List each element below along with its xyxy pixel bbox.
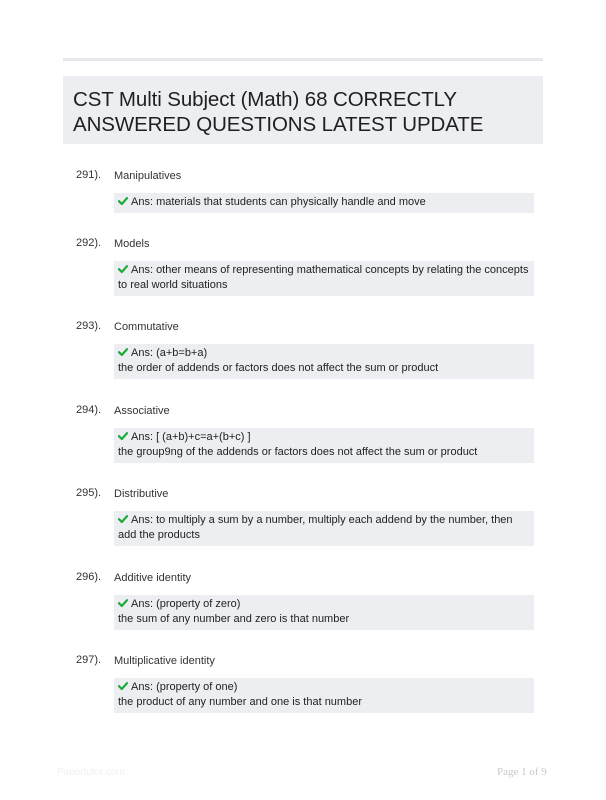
checkmark-icon xyxy=(118,347,128,357)
answer-text: Ans: to multiply a sum by a number, multiply each addend by the number, then add the products xyxy=(118,514,513,541)
footer-watermark: Papertutor.com xyxy=(57,767,125,778)
checkmark-icon xyxy=(118,431,128,441)
document-title: CST Multi Subject (Math) 68 CORRECTLY ANSWERED QUESTIONS LATEST UPDATE xyxy=(73,88,484,136)
answer-text: Ans: other means of representing mathematical concepts by relating the concepts to real world situations xyxy=(118,264,529,291)
answer-box xyxy=(114,428,534,463)
question-term: Associative xyxy=(114,405,170,417)
checkmark-icon xyxy=(118,514,128,524)
answer-explanation: the group9ng of the addends or factors does not affect the sum or product xyxy=(118,446,478,458)
answer-explanation: the order of addends or factors does not affect the sum or product xyxy=(118,362,439,374)
checkmark-icon xyxy=(118,196,128,206)
answer-text: Ans: materials that students can physically handle and move xyxy=(131,196,426,208)
question-number: 296). xyxy=(76,571,102,583)
question-number: 295). xyxy=(76,487,102,499)
answer-box xyxy=(114,261,534,296)
answer-explanation: the product of any number and one is that number xyxy=(118,696,362,708)
question-number: 293). xyxy=(76,320,102,332)
answer-text: Ans: (a+b=b+a) xyxy=(131,347,208,359)
answer-box xyxy=(114,678,534,713)
question-term: Manipulatives xyxy=(114,170,182,182)
question-term: Models xyxy=(114,238,150,250)
page-number: Page 1 of 9 xyxy=(497,766,547,778)
question-term: Multiplicative identity xyxy=(114,655,215,667)
answer-box xyxy=(114,344,534,379)
checkmark-icon xyxy=(118,598,128,608)
title-banner xyxy=(63,76,543,144)
answer-text: Ans: [ (a+b)+c=a+(b+c) ] xyxy=(131,431,251,443)
answer-text: Ans: (property of one) xyxy=(131,681,238,693)
question-term: Distributive xyxy=(114,488,169,500)
question-number: 291). xyxy=(76,169,102,181)
question-term: Commutative xyxy=(114,321,179,333)
answer-box xyxy=(114,511,534,546)
question-number: 292). xyxy=(76,237,102,249)
top-divider xyxy=(63,58,543,61)
answer-box xyxy=(114,193,534,213)
checkmark-icon xyxy=(118,681,128,691)
checkmark-icon xyxy=(118,264,128,274)
answer-text: Ans: (property of zero) xyxy=(131,598,241,610)
answer-box xyxy=(114,595,534,630)
question-number: 297). xyxy=(76,654,102,666)
question-term: Additive identity xyxy=(114,572,192,584)
question-number: 294). xyxy=(76,404,102,416)
answer-explanation: the sum of any number and zero is that number xyxy=(118,613,350,625)
